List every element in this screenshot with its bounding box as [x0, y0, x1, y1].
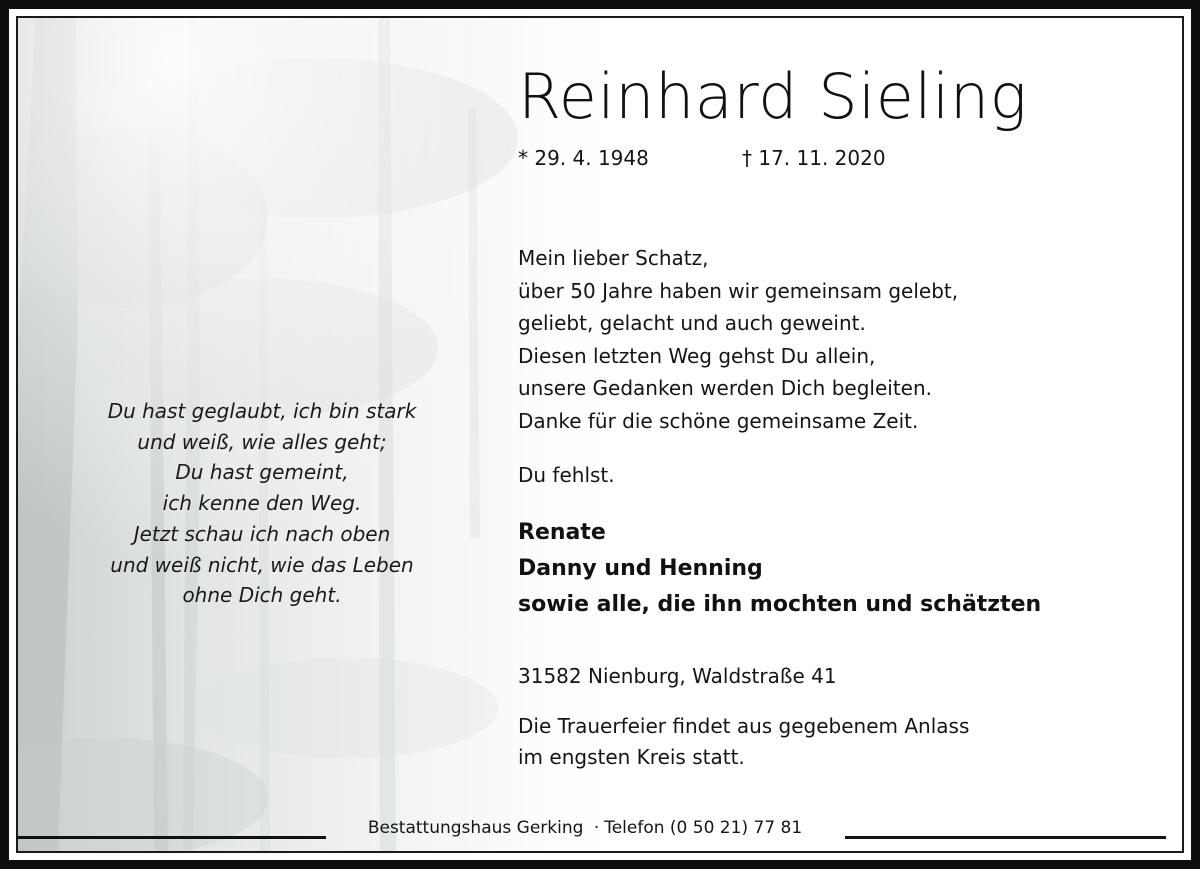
footer-separator: ·	[593, 818, 600, 838]
mourner-name: sowie alle, die ihn mochten und schätzten	[518, 592, 1042, 617]
footer-credit	[330, 818, 840, 838]
footer-rule-right	[845, 836, 1166, 839]
message-line: unsere Gedanken werden Dich begleiten.	[518, 376, 933, 400]
closing-line: Du fehlst.	[518, 463, 615, 487]
deceased-name: Reinhard Sieling	[518, 60, 1028, 133]
service-notice	[518, 711, 969, 773]
poem-line: Du hast gemeint,	[175, 460, 349, 485]
birth-date: * 29. 4. 1948	[518, 146, 649, 170]
message-line: Diesen letzten Weg gehst Du allein,	[518, 343, 876, 368]
message-line: Danke für die schöne gemeinsame Zeit.	[518, 408, 919, 433]
memorial-poem	[72, 396, 452, 611]
service-line: Die Trauerfeier findet aus gegebenem Anlass	[518, 714, 970, 738]
service-line: im engsten Kreis statt.	[518, 745, 745, 769]
message-line: über 50 Jahre haben wir gemeinsam gelebt,	[518, 278, 959, 303]
poem-line: und weiß nicht, wie das Leben	[110, 552, 414, 577]
mourner-name: Renate	[518, 520, 606, 545]
poem-line: ohne Dich geht.	[182, 583, 342, 608]
poem-line: Du hast geglaubt, ich bin stark	[107, 399, 417, 423]
message-line: geliebt, gelacht und auch geweint.	[518, 311, 866, 335]
poem-line: ich kenne den Weg.	[162, 491, 362, 516]
poem-line: und weiß, wie alles geht;	[137, 429, 387, 454]
mourners-list	[518, 515, 1041, 623]
funeral-home-name: Bestattungshaus Gerking	[367, 818, 584, 838]
family-address: 31582 Nienburg, Waldstraße 41	[518, 664, 837, 688]
personal-message	[518, 242, 958, 437]
death-date: † 17. 11. 2020	[742, 146, 886, 170]
funeral-home-phone: Telefon (0 50 21) 77 81	[604, 818, 803, 838]
mourner-name: Danny und Henning	[518, 556, 763, 581]
message-line: Mein lieber Schatz,	[518, 246, 709, 270]
poem-line: Jetzt schau ich nach oben	[133, 521, 391, 546]
footer-rule-left	[16, 836, 326, 839]
